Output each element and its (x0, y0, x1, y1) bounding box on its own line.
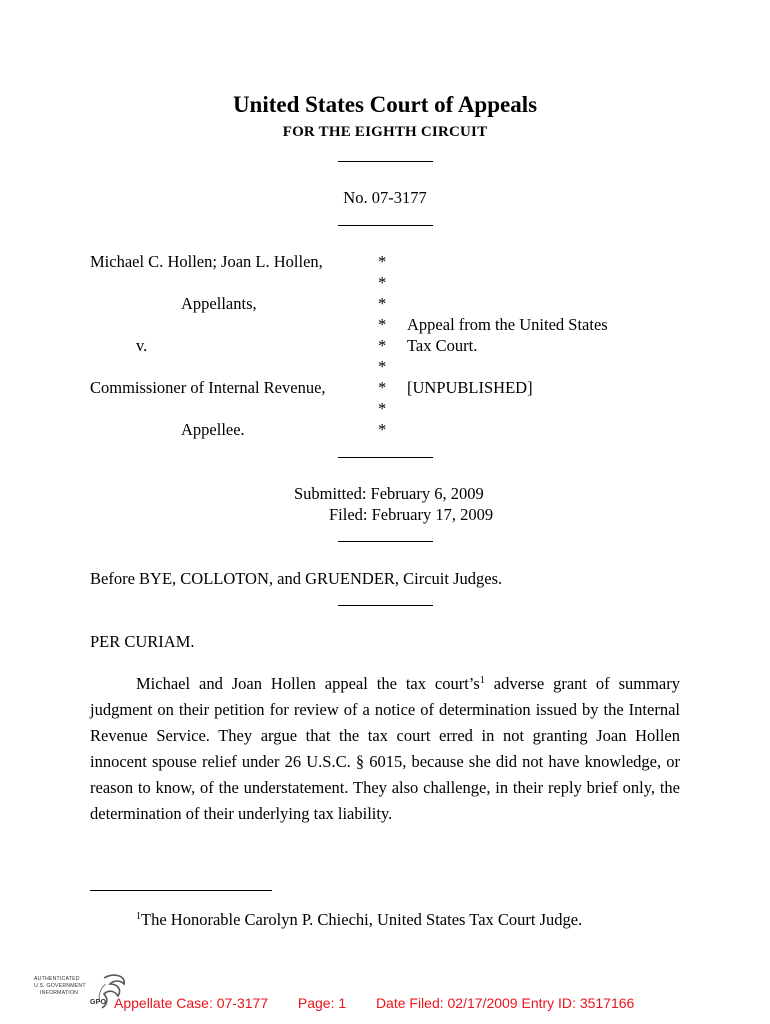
docket-footer (114, 995, 634, 1011)
per-curiam-heading: PER CURIAM. (90, 632, 195, 651)
footer-page: Page: 1 (297, 995, 347, 1011)
circuit-subtitle: FOR THE EIGHTH CIRCUIT (282, 124, 488, 140)
divider-rule (338, 541, 433, 542)
divider-rule (338, 225, 433, 226)
appellee-role: Appellee. (181, 420, 245, 439)
opinion-body (90, 671, 680, 827)
case-number: No. 07-3177 (343, 188, 427, 207)
caption-asterisk: * (378, 336, 387, 355)
caption-asterisk: * (378, 399, 387, 418)
footnote-marker: 1 (136, 911, 141, 922)
footer-case: Appellate Case: 07-3177 (114, 995, 269, 1011)
footnote (136, 910, 582, 930)
appellee-name: Commissioner of Internal Revenue, (90, 378, 326, 397)
caption-asterisk: * (378, 378, 387, 397)
seal-text-line1: AUTHENTICATED (34, 976, 80, 982)
filed-date: Filed: February 17, 2009 (329, 505, 494, 524)
caption-asterisk: * (378, 315, 387, 334)
caption-asterisk: * (378, 273, 387, 292)
caption-asterisk: * (378, 252, 387, 271)
appeal-from-line1: Appeal from the United States (407, 315, 608, 334)
divider-rule (338, 457, 433, 458)
court-title: United States Court of Appeals (232, 92, 538, 117)
caption-asterisk: * (378, 294, 387, 313)
opinion-paragraph (90, 671, 680, 827)
seal-text-line3: INFORMATION (40, 990, 79, 996)
appellants-names: Michael C. Hollen; Joan L. Hollen, (90, 252, 323, 271)
caption-asterisk: * (378, 420, 387, 439)
judges-panel: Before BYE, COLLOTON, and GRUENDER, Circuit Judges. (90, 569, 503, 588)
footnote-rule (90, 890, 272, 891)
footnote-reference[interactable]: 1 (479, 675, 485, 686)
appellants-role: Appellants, (181, 294, 257, 313)
footnote-text: The Honorable Carolyn P. Chiechi, United States Tax Court Judge. (141, 910, 583, 929)
seal-text-line2: U.S. GOVERNMENT (34, 983, 86, 989)
versus: v. (136, 336, 148, 355)
divider-rule (338, 161, 433, 162)
divider-rule (338, 605, 433, 606)
seal-text-line4: GPO (90, 999, 107, 1006)
opinion-text-start: Michael and Joan Hollen appeal the tax court’s (136, 674, 480, 693)
opinion-text-rest: adverse grant of summary judgment on their petition for review of a notice of determination issued by the Internal Revenue Service. They argue that the tax court erred in not granting Joan Hollen innocent spouse relief under 26 U.S.C. § 6015, because she did not have knowledge, or reason to know, of the understatement. They also challenge, in their reply brief only, the determination of their underlying tax liability. (90, 674, 680, 823)
footer-filed-entry: Date Filed: 02/17/2009 Entry ID: 3517166 (375, 995, 635, 1011)
caption-asterisk: * (378, 357, 387, 376)
appeal-from-line2: Tax Court. (407, 336, 478, 355)
publication-status: [UNPUBLISHED] (407, 378, 533, 397)
submitted-date: Submitted: February 6, 2009 (294, 484, 484, 503)
